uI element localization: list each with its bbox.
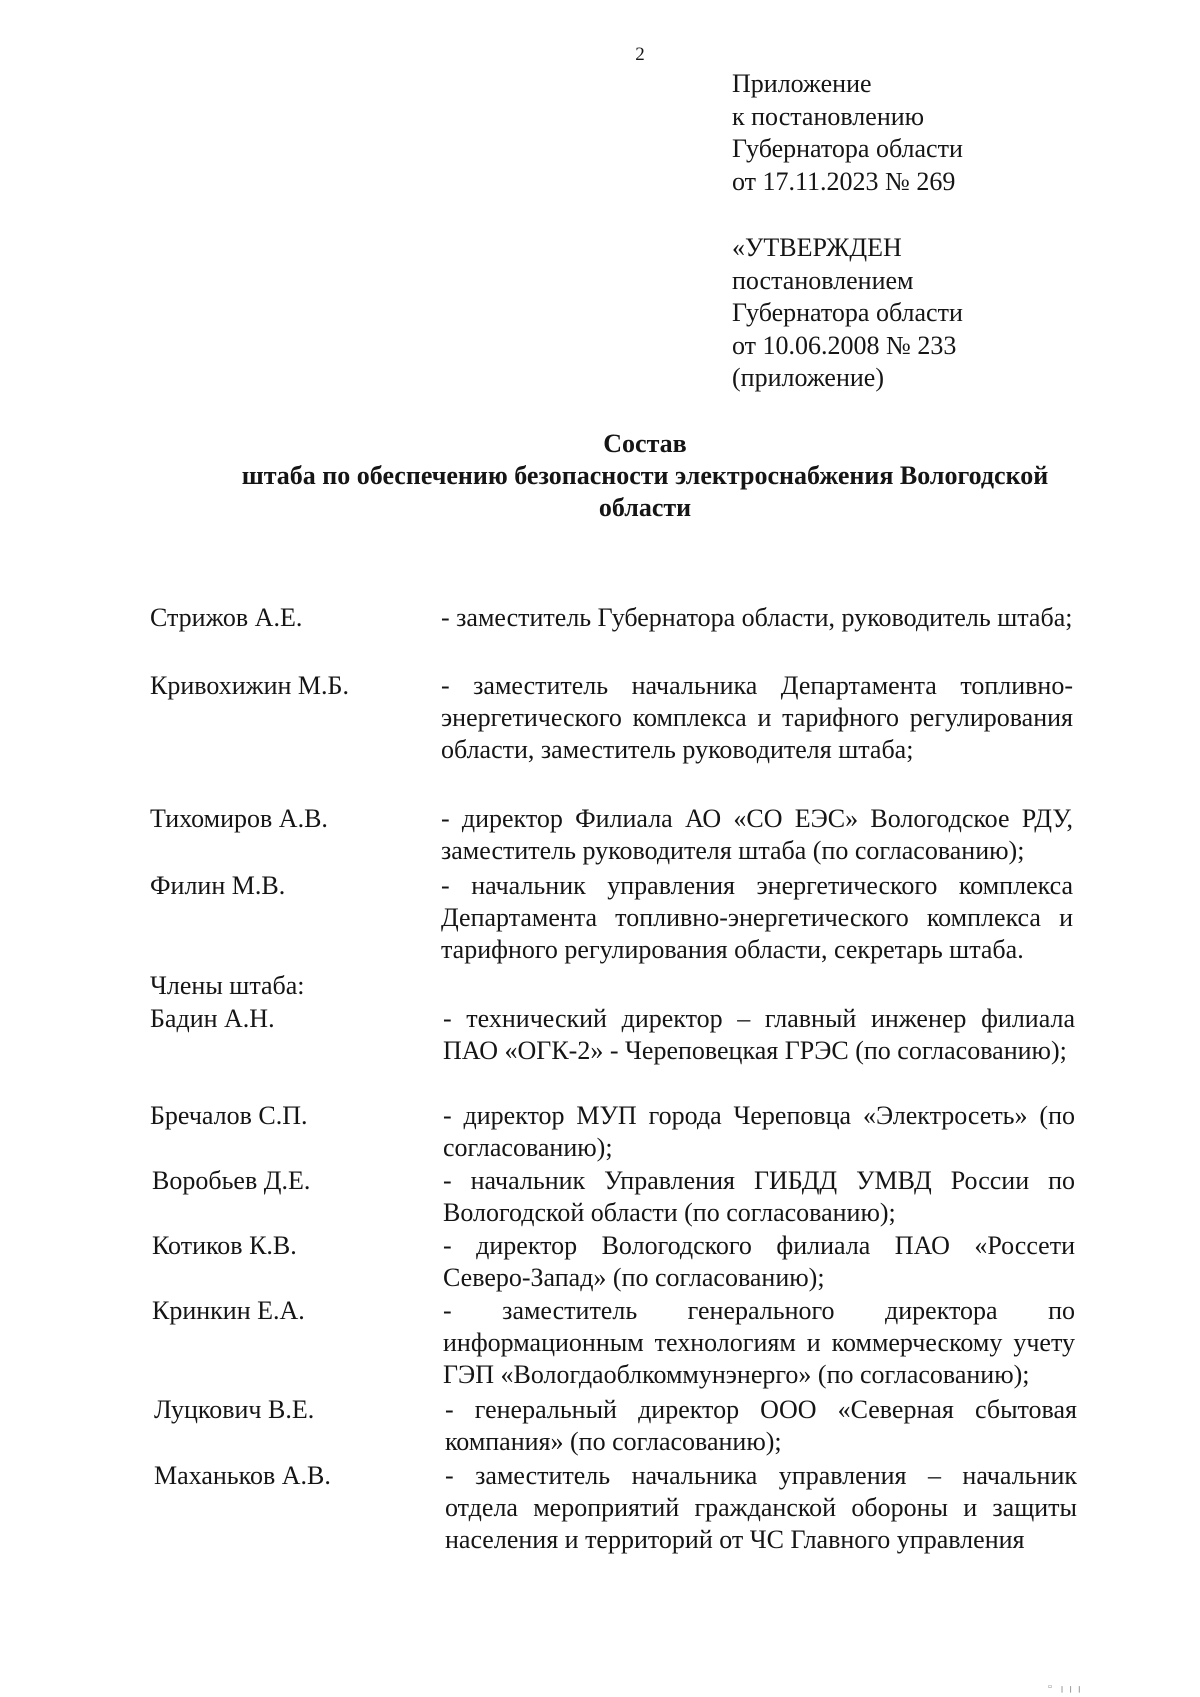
member-role: - директор Филиала АО «СО ЕЭС» Вологодское РДУ, заместитель руководителя штаба (по согласованию); [441, 804, 1073, 866]
member-role: - начальник Управления ГИБДД УМВД России по Вологодской области (по согласованию); [443, 1166, 1075, 1228]
members-label: Члены штаба: [150, 971, 305, 1000]
member-role: - начальник управления энергетического комплекса Департамента топливно-энергетического комплекса и тарифного регулирования области, секретарь штаба. [441, 871, 1073, 965]
approved-line: «УТВЕРЖДЕН [732, 233, 902, 262]
member-role: - директор Вологодского филиала ПАО «Россети Северо-Запад» (по согласованию); [443, 1231, 1075, 1293]
member-role: - директор МУП города Череповца «Электросеть» (по согласованию); [443, 1101, 1075, 1163]
member-role: - генеральный директор ООО «Северная сбытовая компания» (по согласованию); [445, 1395, 1077, 1457]
member-role: - заместитель Губернатора области, руководитель штаба; [441, 603, 1073, 632]
member-name: Кривохижин М.Б. [150, 671, 349, 700]
page-number: 2 [635, 44, 645, 65]
member-name: Тихомиров А.В. [150, 804, 328, 833]
title-line: области [598, 493, 692, 522]
member-name: Маханьков А.В. [154, 1461, 331, 1490]
member-name: Стрижов А.Е. [150, 603, 303, 632]
member-role: - заместитель начальника управления – начальник отдела мероприятий гражданской обороны и защиты населения и территорий от ЧС Главного управления [445, 1461, 1077, 1555]
appendix-line: Губернатора области [732, 134, 963, 163]
approved-line: Губернатора области [732, 298, 963, 327]
member-name: Кринкин Е.А. [152, 1296, 305, 1325]
appendix-line: к постановлению [732, 101, 925, 131]
member-role: - заместитель генерального директора по информационным технологиям и коммерческому учету ГЭП «Вологдаоблкоммунэнерго» (по согласованию); [443, 1296, 1075, 1390]
member-name: Бречалов С.П. [150, 1101, 308, 1130]
approved-line: (приложение) [732, 363, 885, 392]
appendix-line: Приложение [732, 69, 872, 98]
appendix-line: от 17.11.2023 № 269 [732, 166, 956, 196]
title-line: Состав [603, 429, 687, 458]
approved-line: постановлением [732, 265, 914, 295]
member-role: - заместитель начальника Департамента топливно-энергетического комплекса и тарифного регулирования области, заместитель руководителя штаба; [441, 671, 1073, 765]
member-name: Котиков К.В. [152, 1231, 297, 1260]
member-name: Филин М.В. [150, 871, 286, 900]
member-name: Луцкович В.Е. [154, 1395, 315, 1424]
title-line: штаба по обеспечению безопасности электроснабжения Вологодской [241, 461, 1049, 490]
approved-line: от 10.06.2008 № 233 [732, 330, 957, 360]
member-name: Бадин А.Н. [150, 1004, 275, 1033]
member-role: - технический директор – главный инженер филиала ПАО «ОГК-2» - Череповецкая ГРЭС (по согласованию); [443, 1004, 1075, 1066]
scan-artifact: ▫ ╷╷╷ [1048, 1681, 1085, 1693]
member-name: Воробьев Д.Е. [152, 1166, 311, 1195]
